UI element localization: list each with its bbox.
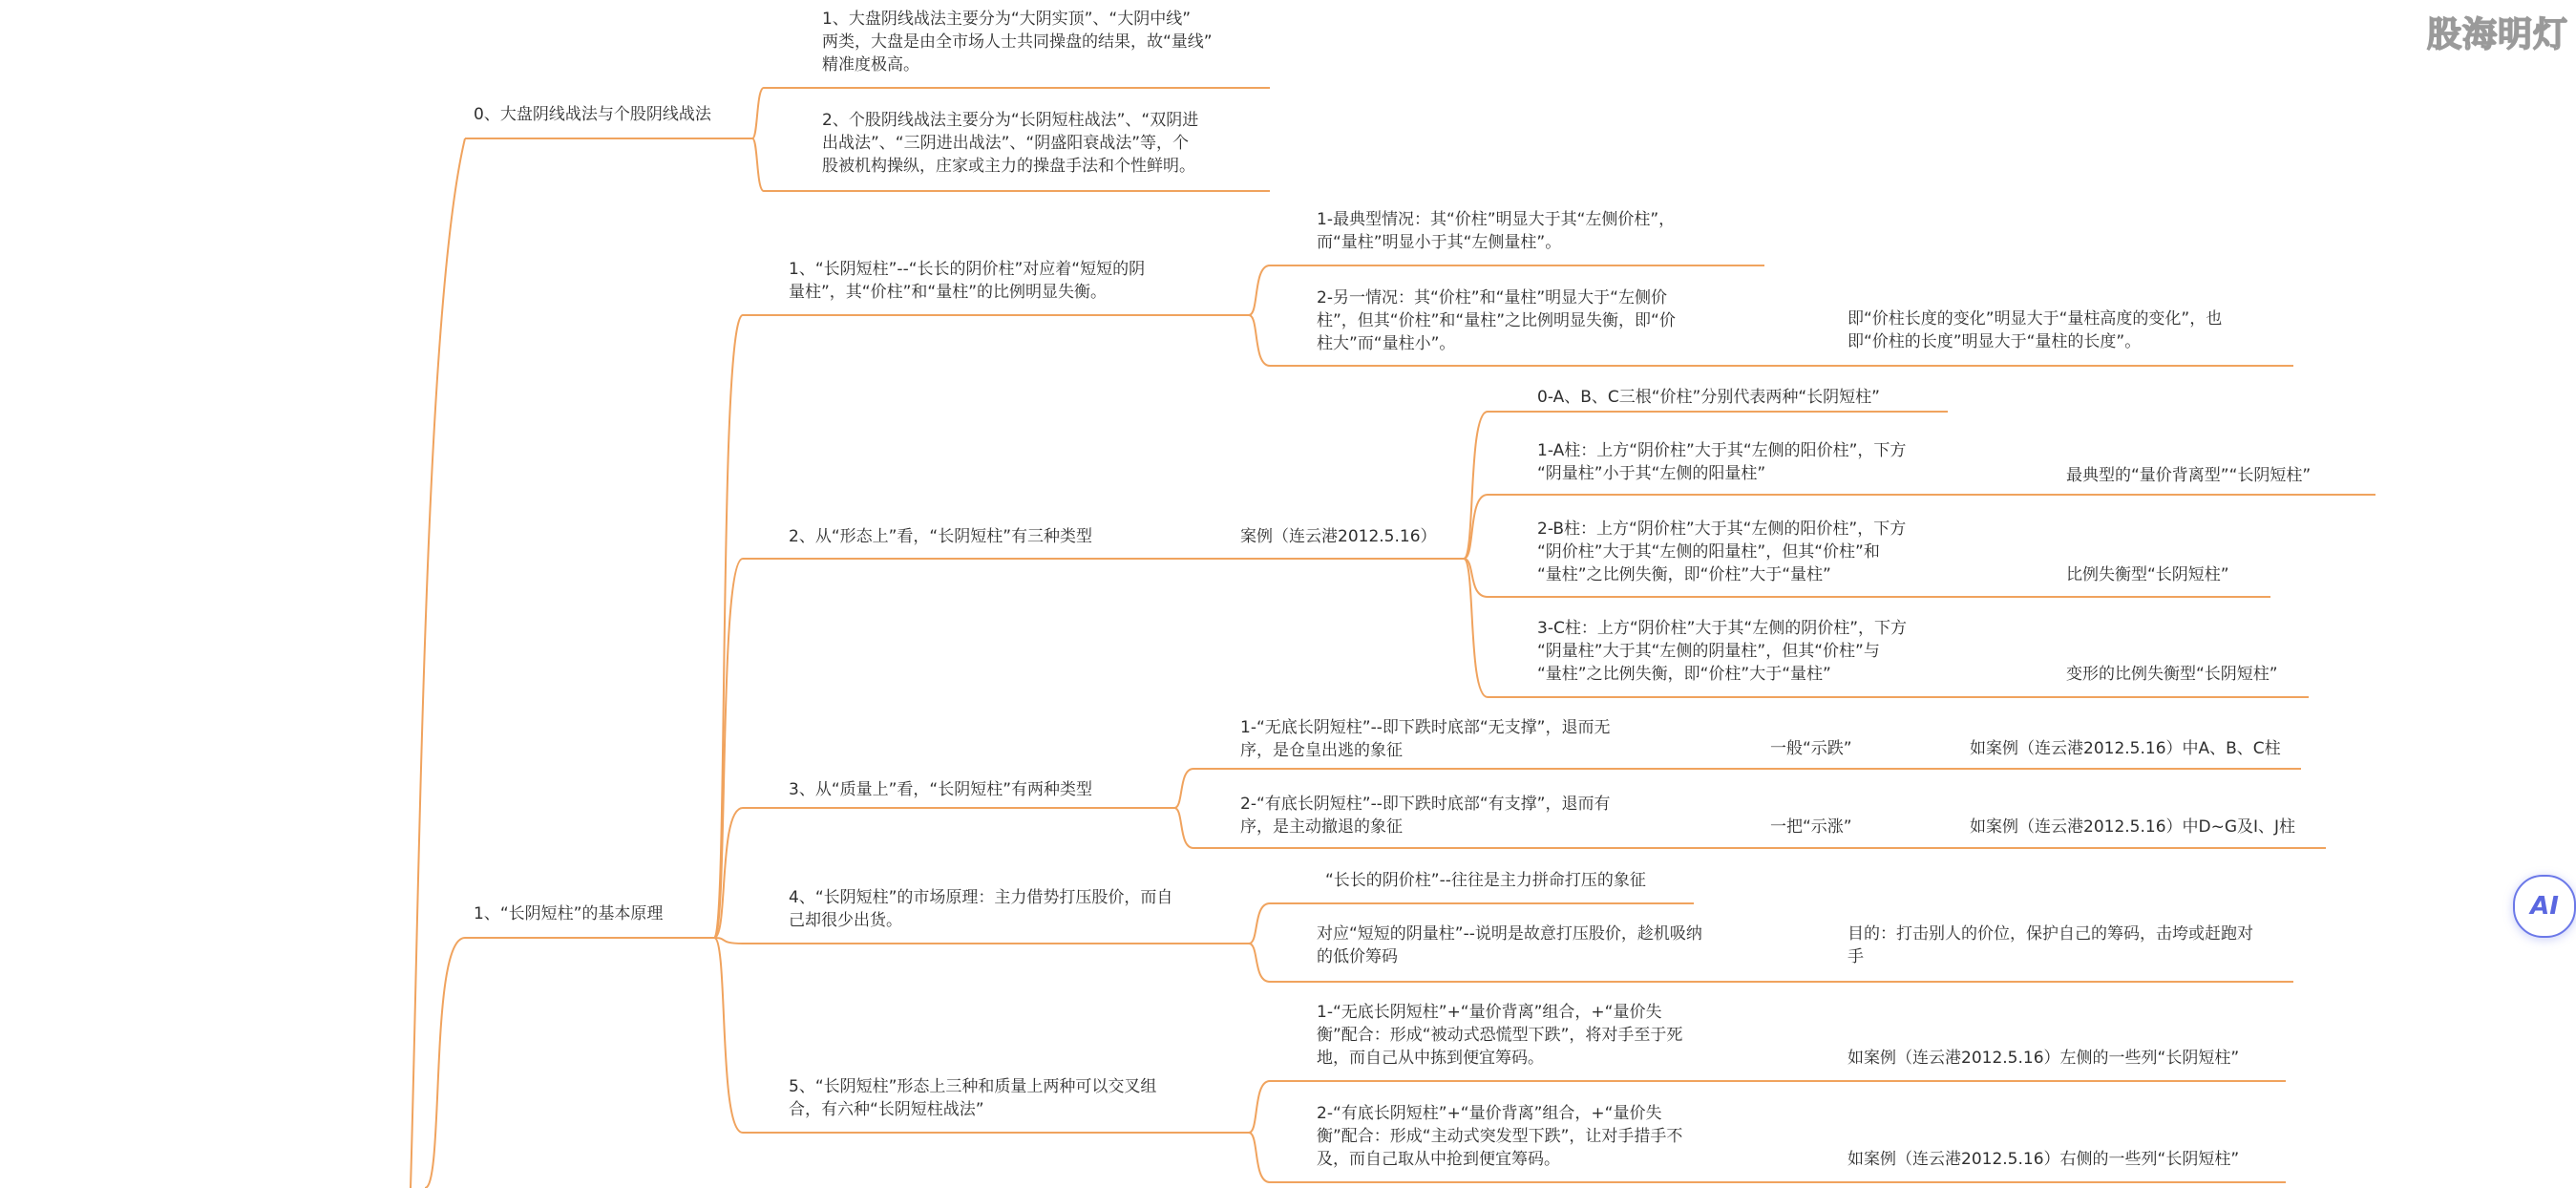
node-1-2-abc-columns[interactable] — [1537, 386, 1880, 409]
node-text-line: 0、大盘阴线战法与个股阴线战法 — [474, 105, 711, 124]
node-text-line: “阴量柱”大于其“左侧的阴量柱”，但其“价柱”与 — [1537, 642, 1880, 661]
node-text-line: 而“量柱”明显小于其“左侧量柱”。 — [1317, 233, 1562, 252]
connector-curve — [1249, 265, 1270, 315]
node-text-line: 最典型的“量价背离型”“长阴短柱” — [2066, 466, 2312, 485]
connector-curve — [1174, 808, 1193, 848]
node-text-line: 2、个股阴线战法主要分为“长阴短柱战法”、“双阴进 — [822, 111, 1199, 130]
node-text-line: 2、从“形态上”看，“长阴短柱”有三种类型 — [789, 527, 1093, 546]
node-1-3-with-bottom[interactable] — [1240, 793, 1610, 838]
node-text-line: “阴价柱”大于其“左侧的阳量柱”，但其“价柱”和 — [1537, 542, 1880, 562]
node-text-line: 1、“长阴短柱”的基本原理 — [474, 904, 664, 923]
node-text-line: 股被机构操纵，庄家或主力的操盘手法和个性鲜明。 — [822, 157, 1195, 176]
node-1-basic-principle[interactable] — [474, 902, 663, 925]
node-text-line: 目的：打击别人的价位，保护自己的筹码，击垮或赶跑对 — [1848, 924, 2253, 944]
node-text-line: 4、“长阴短柱”的市场原理：主力借势打压股价，而自 — [789, 888, 1173, 907]
node-1-2-case[interactable] — [1240, 525, 1437, 548]
node-1-3-no-bottom-example[interactable] — [1970, 737, 2281, 760]
node-text-line: 案例（连云港2012.5.16） — [1240, 527, 1437, 546]
node-1-4-market-principle[interactable] — [789, 886, 1172, 932]
node-text-line: 一般“示跌” — [1770, 739, 1852, 758]
node-1-4-short-volume-bar[interactable] — [1317, 923, 1702, 968]
node-text-line: 3-C柱：上方“阴价柱”大于其“左侧的阴价柱”，下方 — [1537, 619, 1908, 638]
node-text-line: 如案例（连云港2012.5.16）右侧的一些列“长阴短柱” — [1848, 1150, 2240, 1169]
node-1-2-column-a-type[interactable] — [2066, 464, 2311, 487]
node-1-3-quality-types[interactable] — [789, 778, 1092, 801]
node-1-1-other-case[interactable] — [1317, 286, 1676, 355]
node-text-line: 的低价筹码 — [1317, 947, 1398, 966]
node-text-line: 衡”配合：形成“主动式突发型下跌”，让对手措手不 — [1317, 1127, 1683, 1146]
root-trunk — [411, 138, 465, 1188]
node-text-line: 3、从“质量上”看，“长阴短柱”有两种类型 — [789, 780, 1093, 799]
root-branch-1 — [425, 938, 465, 1188]
node-text-line: 合，有六种“长阴短柱战法” — [789, 1100, 984, 1119]
node-text-line: 即“价柱的长度”明显大于“量柱的长度”。 — [1848, 332, 2142, 351]
node-text-line: 5、“长阴短柱”形态上三种和质量上两种可以交叉组 — [789, 1077, 1157, 1096]
node-text-line: 一把“示涨” — [1770, 817, 1852, 837]
node-1-2-column-a[interactable] — [1537, 439, 1906, 485]
node-1-5-six-strategies[interactable] — [789, 1075, 1156, 1121]
connector-curve — [714, 938, 743, 944]
node-1-3-no-bottom[interactable] — [1240, 716, 1610, 762]
node-text-line: 如案例（连云港2012.5.16）左侧的一些列“长阴短柱” — [1848, 1049, 2240, 1068]
connector-curve — [752, 88, 764, 138]
node-text-line: 0-A、B、C三根“价柱”分别代表两种“长阴短柱” — [1537, 388, 1880, 407]
node-text-line: 1-最典型情况：其“价柱”明显大于其“左侧价柱”， — [1317, 210, 1676, 229]
connector-curve — [1249, 903, 1270, 944]
node-text-line: 序，是主动撤退的象征 — [1240, 817, 1403, 837]
node-text-line: “长长的阴价柱”--往往是主力拼命打压的象征 — [1325, 871, 1646, 890]
node-text-line: 1、大盘阴线战法主要分为“大阴实顶”、“大阴中线” — [822, 10, 1192, 29]
node-text-line: 两类，大盘是由全市场人士共同操盘的结果，故“量线” — [822, 32, 1213, 52]
node-1-2-column-c-type[interactable] — [2066, 663, 2278, 686]
node-text-line: “阴量柱”小于其“左侧的阳量柱” — [1537, 464, 1766, 483]
node-1-2-column-b-type[interactable] — [2066, 563, 2229, 586]
node-text-line: 比例失衡型“长阴短柱” — [2066, 565, 2229, 584]
node-1-4-long-price-bar[interactable] — [1325, 869, 1646, 892]
node-text-line: 1-“无底长阴短柱”+“量价背离”组合，+“量价失 — [1317, 1003, 1662, 1022]
node-1-1-typical-case[interactable] — [1317, 208, 1675, 254]
node-text-line: 柱大”而“量柱小”。 — [1317, 334, 1456, 353]
node-text-line: 手 — [1848, 947, 1864, 966]
node-text-line: 对应“短短的阴量柱”--说明是故意打压股价，趁机吸纳 — [1317, 924, 1702, 944]
connector-curve — [1249, 1081, 1270, 1133]
node-1-3-with-bottom-example[interactable] — [1970, 816, 2295, 838]
connector-curve — [1174, 769, 1193, 808]
node-text-line: “量柱”之比例失衡，即“价柱”大于“量柱” — [1537, 665, 1831, 684]
node-0-stock-strategy[interactable] — [822, 109, 1198, 178]
node-1-1-other-case-note[interactable] — [1848, 308, 2222, 353]
ai-assistant-button[interactable] — [2513, 875, 2576, 938]
node-text-line: 地，而自己从中拣到便宜筹码。 — [1317, 1049, 1544, 1068]
connector-curve — [1249, 944, 1270, 982]
node-text-line: 即“价柱长度的变化”明显大于“量柱高度的变化”，也 — [1848, 309, 2223, 329]
node-text-line: 2-B柱：上方“阴价柱”大于其“左侧的阳价柱”，下方 — [1537, 520, 1907, 539]
node-1-2-column-b[interactable] — [1537, 518, 1906, 586]
connector-curve — [714, 938, 743, 1133]
ai-badge-label: AI — [2530, 892, 2559, 921]
node-1-2-column-c[interactable] — [1537, 617, 1907, 686]
connector-curve — [1249, 315, 1270, 366]
node-1-3-no-bottom-signal[interactable] — [1770, 737, 1852, 760]
node-text-line: 2-“有底长阴短柱”+“量价背离”组合，+“量价失 — [1317, 1104, 1662, 1123]
node-text-line: 己却很少出货。 — [789, 911, 902, 930]
node-text-line: 序，是仓皇出逃的象征 — [1240, 741, 1403, 760]
node-1-5-active-example[interactable] — [1848, 1148, 2239, 1171]
node-text-line: 2-另一情况：其“价柱”和“量柱”明显大于“左侧价 — [1317, 288, 1667, 308]
node-1-2-shape-types[interactable] — [789, 525, 1092, 548]
node-1-4-purpose[interactable] — [1848, 923, 2253, 968]
watermark-logo: 股海明灯 — [2427, 15, 2569, 54]
node-text-line: 衡”配合：形成“被动式恐慌型下跌”，将对手至于死 — [1317, 1026, 1683, 1045]
node-text-line: 如案例（连云港2012.5.16）中D~G及I、J柱 — [1970, 817, 2296, 837]
node-1-5-active-sudden[interactable] — [1317, 1102, 1682, 1171]
node-text-line: 1-“无底长阴短柱”--即下跌时底部“无支撑”，退而无 — [1240, 718, 1611, 737]
node-text-line: 出战法”、“三阴进出战法”、“阴盛阳衰战法”等，个 — [822, 134, 1190, 153]
connector-curve — [1464, 412, 1488, 559]
node-text-line: 2-“有底长阴短柱”--即下跌时底部“有支撑”，退而有 — [1240, 795, 1611, 814]
node-text-line: 1-A柱：上方“阴价柱”大于其“左侧的阳价柱”，下方 — [1537, 441, 1907, 460]
connector-curve — [752, 138, 764, 191]
node-1-5-passive-panic[interactable] — [1317, 1001, 1682, 1070]
node-text-line: 及，而自己取从中抢到便宜筹码。 — [1317, 1150, 1560, 1169]
connector-curve — [1464, 559, 1488, 697]
connector-curve — [1249, 1133, 1270, 1182]
node-text-line: 如案例（连云港2012.5.16）中A、B、C柱 — [1970, 739, 2281, 758]
node-text-line: 变形的比例失衡型“长阴短柱” — [2066, 665, 2278, 684]
node-1-1-definition[interactable] — [789, 258, 1145, 304]
connector-curve — [714, 559, 743, 938]
node-text-line: 柱”，但其“价柱”和“量柱”之比例明显失衡，即“价 — [1317, 311, 1676, 330]
node-text-line: 1、“长阴短柱”--“长长的阴价柱”对应着“短短的阴 — [789, 260, 1146, 279]
node-1-3-with-bottom-signal[interactable] — [1770, 816, 1852, 838]
node-1-5-passive-example[interactable] — [1848, 1047, 2239, 1070]
node-0-market-strategy[interactable] — [822, 8, 1213, 76]
node-text-line: “量柱”之比例失衡，即“价柱”大于“量柱” — [1537, 565, 1831, 584]
node-text-line: 精准度极高。 — [822, 55, 919, 74]
node-0-market-vs-stock[interactable] — [474, 103, 711, 126]
node-text-line: 量柱”，其“价柱”和“量柱”的比例明显失衡。 — [789, 283, 1108, 302]
